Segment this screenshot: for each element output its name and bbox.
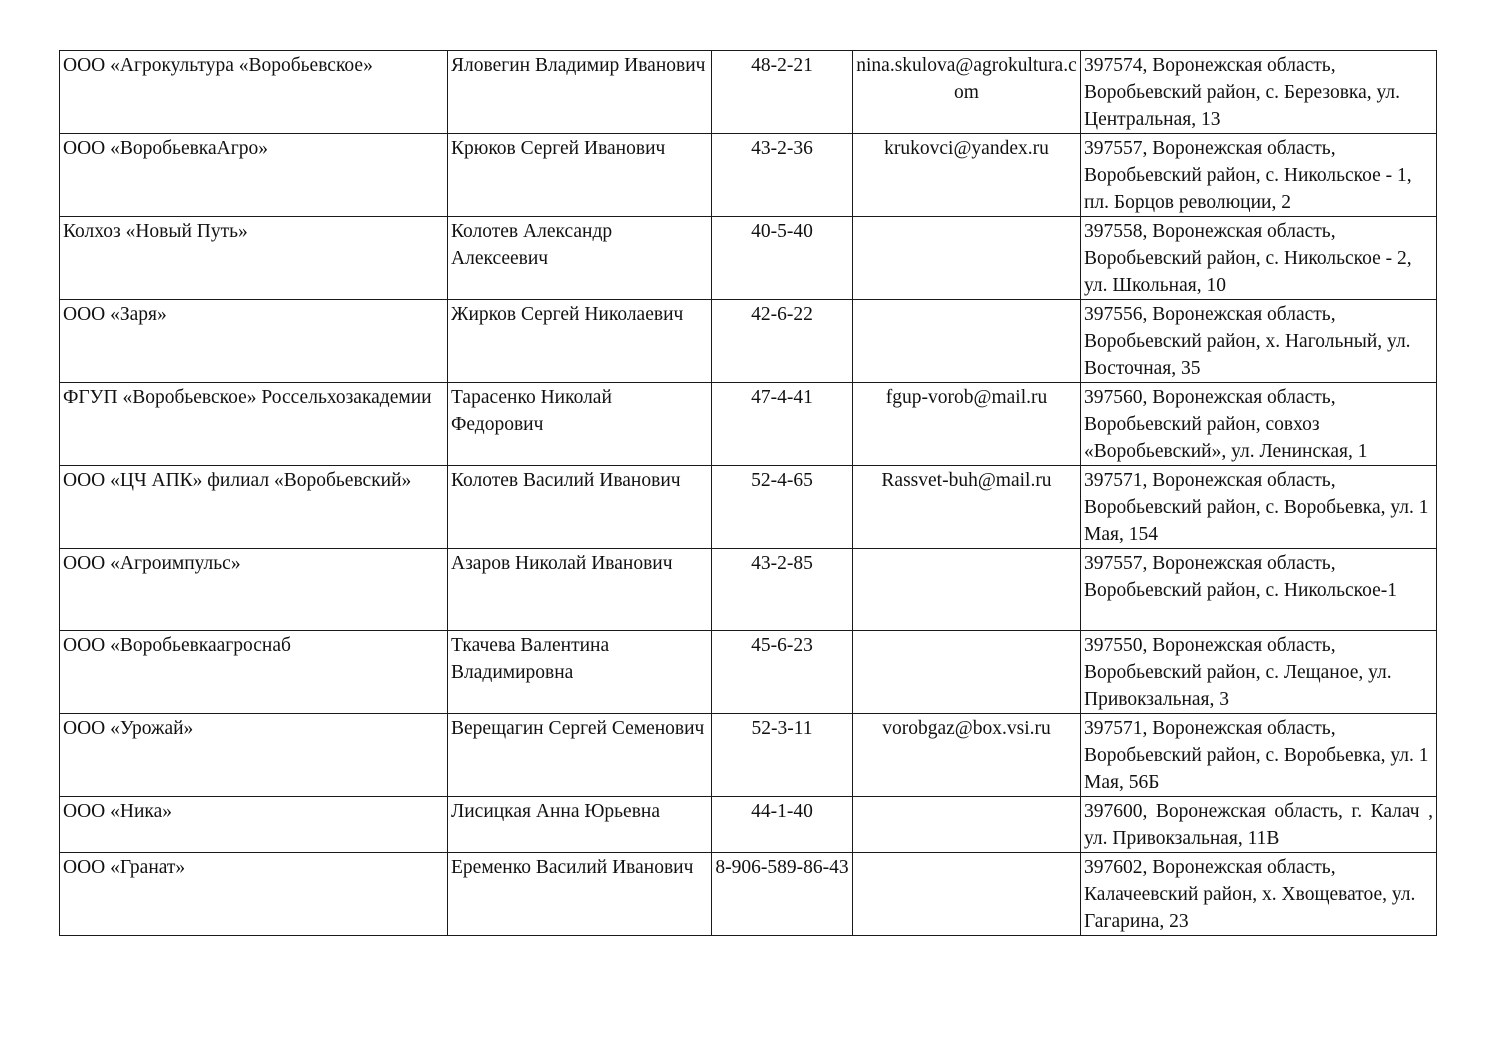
- phone-cell: 42-6-22: [712, 300, 853, 383]
- org-name-cell: ООО «Агроимпульс»: [60, 549, 448, 631]
- phone-cell: 45-6-23: [712, 631, 853, 714]
- org-name-cell: ООО «ВоробьевкаАгро»: [60, 134, 448, 217]
- table-row: [60, 797, 1437, 853]
- address-cell: 397571, Воронежская область, Воробьевский район, с. Воробьевка, ул. 1 Мая, 56Б: [1081, 714, 1437, 797]
- address-cell: 397600, Воронежская область, г. Калач , ул. Привокзальная, 11В: [1081, 797, 1437, 853]
- email-cell: [853, 797, 1081, 853]
- table-row: [60, 51, 1437, 134]
- director-cell: Еременко Василий Иванович: [448, 853, 712, 936]
- table-row: [60, 134, 1437, 217]
- director-cell: Тарасенко Николай Федорович: [448, 383, 712, 466]
- table-row: [60, 300, 1437, 383]
- org-name-cell: ООО «ЦЧ АПК» филиал «Воробьевский»: [60, 466, 448, 549]
- phone-cell: 43-2-85: [712, 549, 853, 631]
- address-cell: 397556, Воронежская область, Воробьевский район, х. Нагольный, ул. Восточная, 35: [1081, 300, 1437, 383]
- director-cell: Ткачева Валентина Владимировна: [448, 631, 712, 714]
- address-cell: 397560, Воронежская область, Воробьевский район, совхоз «Воробьевский», ул. Ленинская, 1: [1081, 383, 1437, 466]
- table-row: [60, 853, 1437, 936]
- director-cell: Лисицкая Анна Юрьевна: [448, 797, 712, 853]
- phone-cell: 8-906-589-86-43: [712, 853, 853, 936]
- address-cell: 397574, Воронежская область, Воробьевский район, с. Березовка, ул. Центральная, 13: [1081, 51, 1437, 134]
- phone-cell: 52-3-11: [712, 714, 853, 797]
- phone-cell: 40-5-40: [712, 217, 853, 300]
- address-cell: 397557, Воронежская область, Воробьевский район, с. Никольское - 1, пл. Борцов революции, 2: [1081, 134, 1437, 217]
- org-name-cell: ООО «Заря»: [60, 300, 448, 383]
- email-cell: nina.skulova@agrokultura.com: [853, 51, 1081, 134]
- table-row: [60, 466, 1437, 549]
- email-cell: [853, 631, 1081, 714]
- phone-cell: 52-4-65: [712, 466, 853, 549]
- table-row: [60, 714, 1437, 797]
- director-cell: Верещагин Сергей Семенович: [448, 714, 712, 797]
- email-cell: Rassvet-buh@mail.ru: [853, 466, 1081, 549]
- org-name-cell: ООО «Воробьевкаагроснаб: [60, 631, 448, 714]
- table-row: [60, 383, 1437, 466]
- email-cell: [853, 853, 1081, 936]
- address-cell: 397602, Воронежская область, Калачеевский район, х. Хвощеватое, ул. Гагарина, 23: [1081, 853, 1437, 936]
- table-row: [60, 631, 1437, 714]
- director-cell: Крюков Сергей Иванович: [448, 134, 712, 217]
- email-cell: [853, 217, 1081, 300]
- email-cell: fgup-vorob@mail.ru: [853, 383, 1081, 466]
- phone-cell: 48-2-21: [712, 51, 853, 134]
- organizations-table: [59, 50, 1437, 936]
- director-cell: Колотев Василий Иванович: [448, 466, 712, 549]
- phone-cell: 43-2-36: [712, 134, 853, 217]
- table-row: [60, 549, 1437, 631]
- address-cell: 397571, Воронежская область, Воробьевский район, с. Воробьевка, ул. 1 Мая, 154: [1081, 466, 1437, 549]
- org-name-cell: ООО «Агрокультура «Воробьевское»: [60, 51, 448, 134]
- org-name-cell: ООО «Ника»: [60, 797, 448, 853]
- email-cell: vorobgaz@box.vsi.ru: [853, 714, 1081, 797]
- director-cell: Жирков Сергей Николаевич: [448, 300, 712, 383]
- org-name-cell: ООО «Урожай»: [60, 714, 448, 797]
- org-name-cell: ФГУП «Воробьевское» Россельхозакадемии: [60, 383, 448, 466]
- email-cell: [853, 549, 1081, 631]
- address-cell: 397558, Воронежская область, Воробьевский район, с. Никольское - 2, ул. Школьная, 10: [1081, 217, 1437, 300]
- director-cell: Колотев Александр Алексеевич: [448, 217, 712, 300]
- email-cell: krukovci@yandex.ru: [853, 134, 1081, 217]
- phone-cell: 47-4-41: [712, 383, 853, 466]
- phone-cell: 44-1-40: [712, 797, 853, 853]
- director-cell: Азаров Николай Иванович: [448, 549, 712, 631]
- org-name-cell: ООО «Гранат»: [60, 853, 448, 936]
- email-cell: [853, 300, 1081, 383]
- address-cell: 397557, Воронежская область, Воробьевский район, с. Никольское-1: [1081, 549, 1437, 631]
- org-name-cell: Колхоз «Новый Путь»: [60, 217, 448, 300]
- director-cell: Яловегин Владимир Иванович: [448, 51, 712, 134]
- address-cell: 397550, Воронежская область, Воробьевский район, с. Лещаное, ул. Привокзальная, 3: [1081, 631, 1437, 714]
- table-row: [60, 217, 1437, 300]
